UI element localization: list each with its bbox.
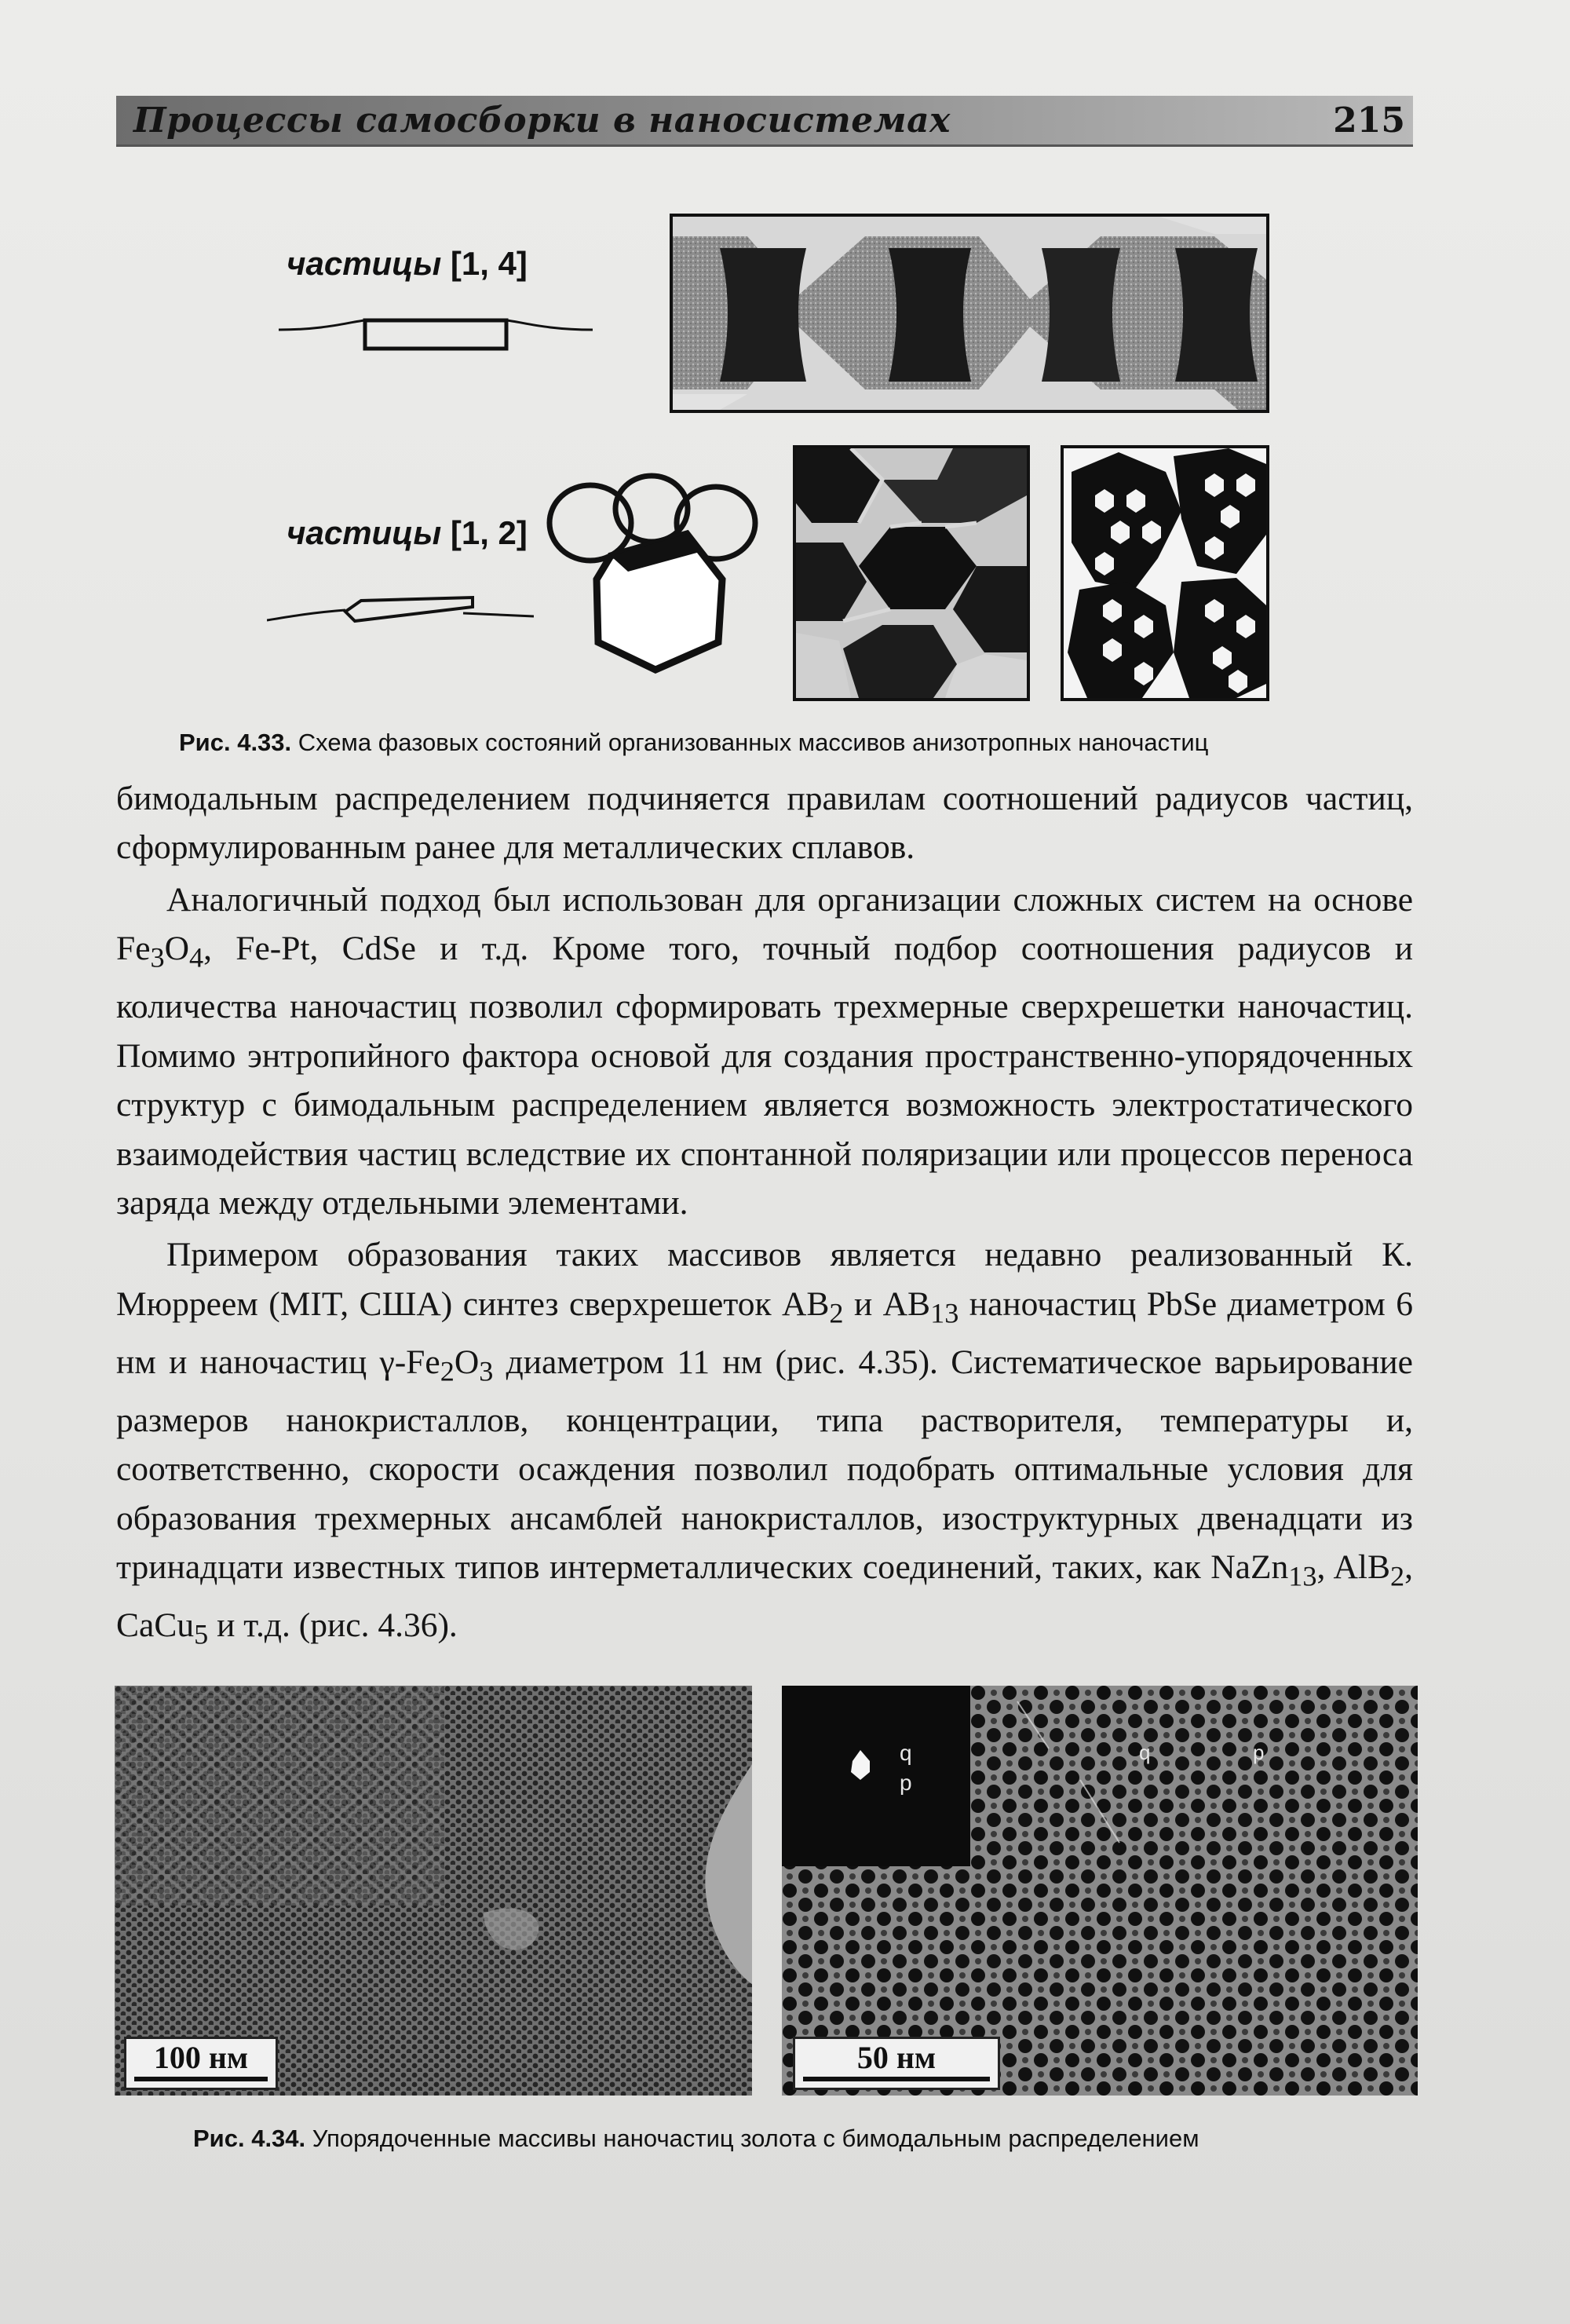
panel-hexagonal-tiling [793,445,1030,701]
figure-4-33 [0,0,1570,785]
rod-particle-schematic [279,306,593,361]
scalebar-50nm: 50 нм [793,2037,1000,2090]
page-number: 215 [1333,100,1405,141]
tem-image-left [115,1686,752,2096]
scalebar-line [803,2077,990,2081]
body-text [116,774,1413,1659]
plate-particle-schematic [267,585,534,632]
label-particles-plates: частицы [1, 2] [287,514,528,551]
scalebar-100nm: 100 нм [124,2037,278,2090]
paragraph-2: Аналогичный подход был использован для организации сложных систем на основе $Fe_3O_4$, Fe-Pt, CdSe и т.д. Кроме того, точный подбор соотношения радиусов и количества наночастиц позволил сформировать трехмерные сверхрешетки наночастиц. Помимо энтропийного фактора основой для создания пространственно-упорядоченных структур с бимодальным распределением является возможность электростатического взаимодействия частиц вследствие их спонтанной поляризации или процессов переноса заряда между отдельными элементами. [116,880,1413,1222]
overlay-label-q: q [1139,1741,1151,1764]
figure-4-33-caption: Рис. 4.33. Схема фазовых состояний организованных массивов анизотропных наночастиц [179,729,1209,756]
label-particles-rods: частицы [1, 4] [287,245,528,282]
scalebar-line [134,2077,268,2081]
inset-label-p: p [900,1770,912,1795]
running-title: Процессы самосборки в наносистемах [133,100,951,141]
inset-label-q: q [900,1741,912,1765]
overlay-label-p: p [1253,1741,1265,1764]
tem-image-right [782,1686,1418,2096]
paragraph-1: бимодальным распределением подчиняется правилам соотношений радиусов частиц, сформулированным ранее для металлических сплавов. [116,780,1413,867]
hexagon-dipole-schematic [542,470,769,675]
panel-hexagon-superlattice [1061,445,1269,701]
panel-zigzag-rods [670,214,1269,413]
figure-4-34-caption: Рис. 4.34. Упорядоченные массивы наночастиц золота с бимодальным распределением [193,2125,1199,2152]
paragraph-3: Примером образования таких массивов является недавно реализованный К. Мюрреем (MIT, США) синтез сверхрешеток $AB_2$ и $AB_{13}$ наночастиц PbSe диаметром 6 нм и наночастиц $\gamma-Fe_2O_3$ диаметром 11 нм (рис. 4.35). Систематическое варьирование размеров нанокристаллов, концентрации, типа растворителя, температуры и, соответственно, скорости осаждения позволил подобрать оптимальные условия для образования трехмерных ансамблей нанокристаллов, изоструктурных двенадцати из тринадцати известных типов интерметаллических соединений, таких, как NaZn$_{13}$, AlB$_2$, CaCu$_5$ и т.д. (рис. 4.36). [116,1236,1413,1650]
